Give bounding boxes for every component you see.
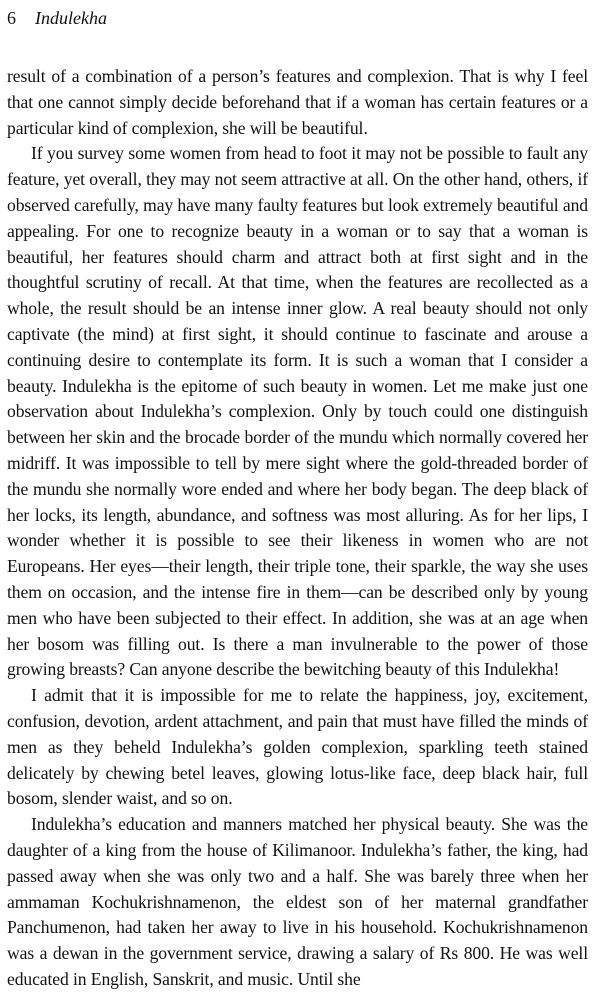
running-header bbox=[7, 6, 588, 32]
page-number: 6 bbox=[7, 8, 16, 28]
book-title: Indulekha bbox=[35, 8, 107, 28]
paragraph-beauty-description: If you survey some women from head to foot it may not be possible to fault any feature, yet overall, they may not seem attractive at all. On the other hand, others, if observed carefully, may have many faulty features but look extremely beautiful and appealing. For one to recognize beauty in a woman or to say that a woman is beautiful, her features should charm and attract both at first sight and in the thoughtful scrutiny of recall. At that time, when the features are recollected as a whole, the result should be an intense inner glow. A real beauty should not only captivate (the mind) at first sight, it should continue to fascinate and arouse a continuing desire to contemplate its form. It is such a woman that I consider a beauty. Indulekha is the epitome of such beauty in women. Let me make just one observation about Indulekha’s complexion. Only by touch could one distinguish between her skin and the brocade border of the mundu which normally covered her midriff. It was impossible to tell by mere sight where the gold-threaded border of the mundu she normally wore ended and where her body began. The deep black of her locks, its length, abundance, and softness was most alluring. As for her lips, I wonder whether it is possible to see their likeness in women who are not Europeans. Her eyes—their length, their triple tone, their sparkle, the way she uses them on occasion, and the intense fire in them—can be described only by young men who have been subjected to their effect. In addition, she was at an age when her bosom was filling out. Is there a man invulnerable to the power of those growing breasts? Can anyone describe the bewitching beauty of this Indulekha! bbox=[7, 143, 588, 680]
paragraph-admission: I admit that it is impossible for me to relate the happiness, joy, excitement, confusion, devotion, ardent attachment, and pain that must have filled the minds of men as they beheld Indulekha’s golden complexion, sparkling teeth stained delicately by chewing betel leaves, glowing lotus-like face, deep black hair, full bosom, slender waist, and so on. bbox=[7, 685, 588, 809]
body-text bbox=[7, 64, 588, 993]
paragraph-education: Indulekha’s education and manners matched her physical beauty. She was the daughter of a king from the house of Kilimanoor. Indulekha’s father, the king, had passed away when she was only two and a half. She was barely three when her ammaman Kochukrishnamenon, the eldest son of her maternal grandfather Panchumenon, had taken her away to live in his household. Kochukrishnamenon was a dewan in the government service, drawing a salary of Rs 800. He was well educated in English, Sanskrit, and music. Until she bbox=[7, 814, 588, 989]
paragraph-continued: result of a combination of a person’s features and complexion. That is why I feel that one cannot simply decide beforehand that if a woman has certain features or a particular kind of complexion, she will be beautiful. bbox=[7, 66, 588, 138]
